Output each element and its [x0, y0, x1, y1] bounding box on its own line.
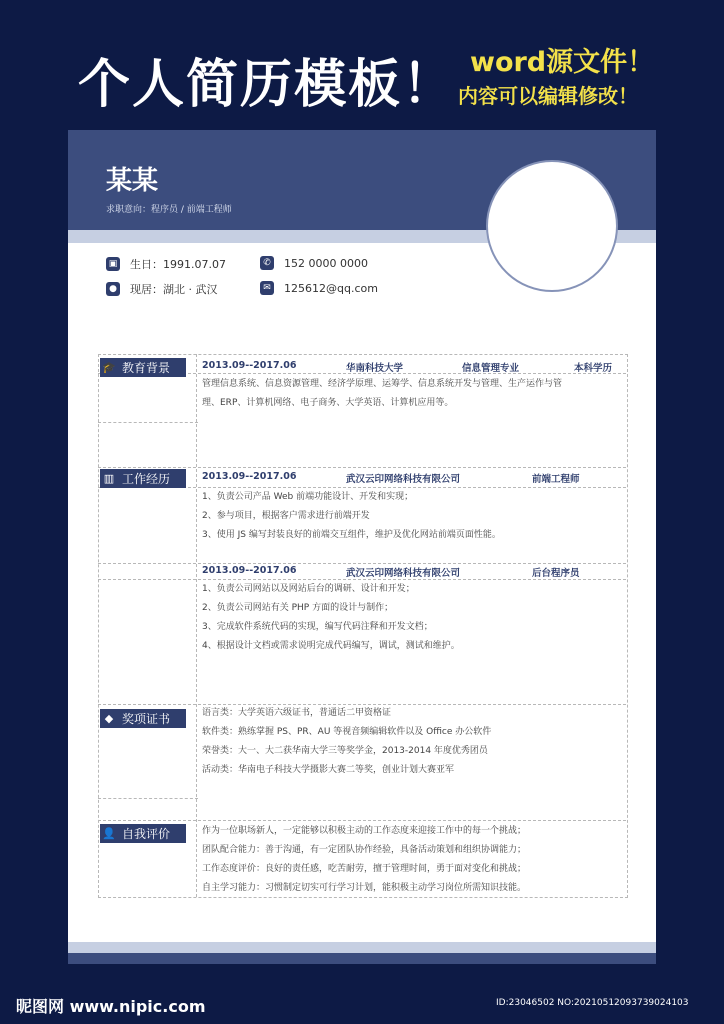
calendar-icon: ▣ [106, 257, 120, 271]
job-period: 2013.09--2017.06 [202, 565, 297, 576]
courses-line: 理、ERP、计算机网络、电子商务、大学英语、计算机应用等。 [202, 398, 454, 408]
column-divider [196, 354, 197, 897]
self-item: 作为一位职场新人，一定能够以积极主动的工作态度来迎接工作中的每一个挑战； [202, 826, 527, 836]
divider [98, 422, 198, 423]
award-item: 活动类：华南电子科技大学摄影大赛二等奖，创业计划大赛亚军 [202, 765, 455, 775]
duty-item: 2、参与项目，根据客户需求进行前端开发 [202, 511, 370, 521]
duty-item: 3、使用 JS 编写封装良好的前端交互组件，维护及优化网站前端页面性能。 [202, 530, 501, 540]
duty-item: 1、负责公司产品 Web 前端功能设计、开发和实现； [202, 492, 414, 502]
divider [98, 563, 626, 564]
phone-info [260, 256, 368, 270]
phone-text: 152 0000 0000 [284, 256, 368, 270]
education-period: 2013.09--2017.06 [202, 360, 297, 371]
education-school: 华南科技大学 [346, 363, 404, 374]
mail-icon: ✉ [260, 281, 274, 295]
person-icon: 👤 [102, 827, 116, 840]
section-awards-heading [100, 709, 186, 728]
education-courses [202, 375, 622, 413]
location-icon: ● [106, 282, 120, 296]
section-education-heading [100, 358, 186, 377]
work-heading-text: 工作经历 [122, 472, 171, 486]
job-title: 前端工程师 [532, 474, 580, 485]
banner-subtitle-editable: 内容可以编辑修改！ [458, 84, 638, 108]
bar-chart-icon: ▥ [103, 472, 115, 485]
awards-heading-text: 奖项证书 [122, 712, 171, 726]
graduation-cap-icon: 🎓 [102, 361, 116, 374]
job-company: 武汉云印网络科技有限公司 [346, 474, 461, 485]
self-heading-text: 自我评价 [122, 827, 171, 841]
self-item: 工作态度评价：良好的责任感，吃苦耐劳，擅于管理时间，勇于面对变化和挑战； [202, 864, 527, 874]
footer-stripe [68, 942, 656, 953]
award-item: 语言类：大学英语六级证书，普通话二甲资格证 [202, 708, 392, 718]
email-info [260, 281, 378, 295]
divider [98, 467, 626, 468]
watermark-site: 昵图网 www.nipic.com [16, 997, 206, 1016]
education-heading-text: 教育背景 [122, 361, 171, 375]
education-degree: 本科学历 [574, 363, 613, 374]
self-item: 自主学习能力：习惯制定切实可行学习计划，能积极主动学习岗位所需知识技能。 [202, 883, 527, 893]
divider [98, 820, 626, 821]
award-item: 软件类：熟练掌握 PS、PR、AU 等视音频编辑软件以及 Office 办公软件 [202, 727, 492, 737]
birth-text: 生日：1991.07.07 [130, 258, 226, 271]
photo-placeholder[interactable] [486, 160, 618, 292]
job-duties-2 [202, 580, 622, 656]
courses-line: 管理信息系统、信息资源管理、经济学原理、运筹学、信息系统开发与管理、生产运作与管 [202, 379, 563, 389]
job-duties-1 [202, 488, 622, 545]
duty-item: 1、负责公司网站以及网站后台的调研、设计和开发； [202, 584, 415, 594]
banner-title: 个人简历模板！ [78, 55, 457, 115]
section-self-heading [100, 824, 186, 843]
residence-info [106, 281, 218, 297]
self-item: 团队配合能力：善于沟通，有一定团队协作经验，具备活动策划和组织协调能力； [202, 845, 527, 855]
section-work-heading [100, 469, 186, 488]
job-company: 武汉云印网络科技有限公司 [346, 568, 461, 579]
email-text: 125612@qq.com [284, 281, 378, 295]
phone-icon: ✆ [260, 256, 274, 270]
divider [98, 798, 198, 799]
banner-subtitle-word: word源文件！ [470, 47, 655, 78]
self-evaluation-list [202, 822, 622, 898]
award-item: 荣誉类：大一、大二获华南大学三等奖学金，2013-2014 年度优秀团员 [202, 746, 488, 756]
residence-text: 现居：湖北 · 武汉 [130, 283, 218, 296]
birth-info [106, 256, 226, 272]
watermark-id: ID:23046502 NO:20210512093739024103 [496, 998, 689, 1008]
awards-list [202, 704, 622, 780]
tag-icon: ◆ [104, 712, 114, 725]
job-intent: 求职意向：程序员 / 前端工程师 [106, 205, 232, 215]
duty-item: 3、完成软件系统代码的实现，编写代码注释和开发文档； [202, 622, 433, 632]
job-period: 2013.09--2017.06 [202, 471, 297, 482]
duty-item: 4、根据设计文档或需求说明完成代码编写，调试，测试和维护。 [202, 641, 460, 651]
education-major: 信息管理专业 [462, 363, 520, 374]
job-title: 后台程序员 [532, 568, 580, 579]
duty-item: 2、负责公司网站有关 PHP 方面的设计与制作； [202, 603, 394, 613]
footer-band [68, 953, 656, 964]
candidate-name: 某某 [106, 166, 159, 196]
resume-page [68, 130, 656, 964]
